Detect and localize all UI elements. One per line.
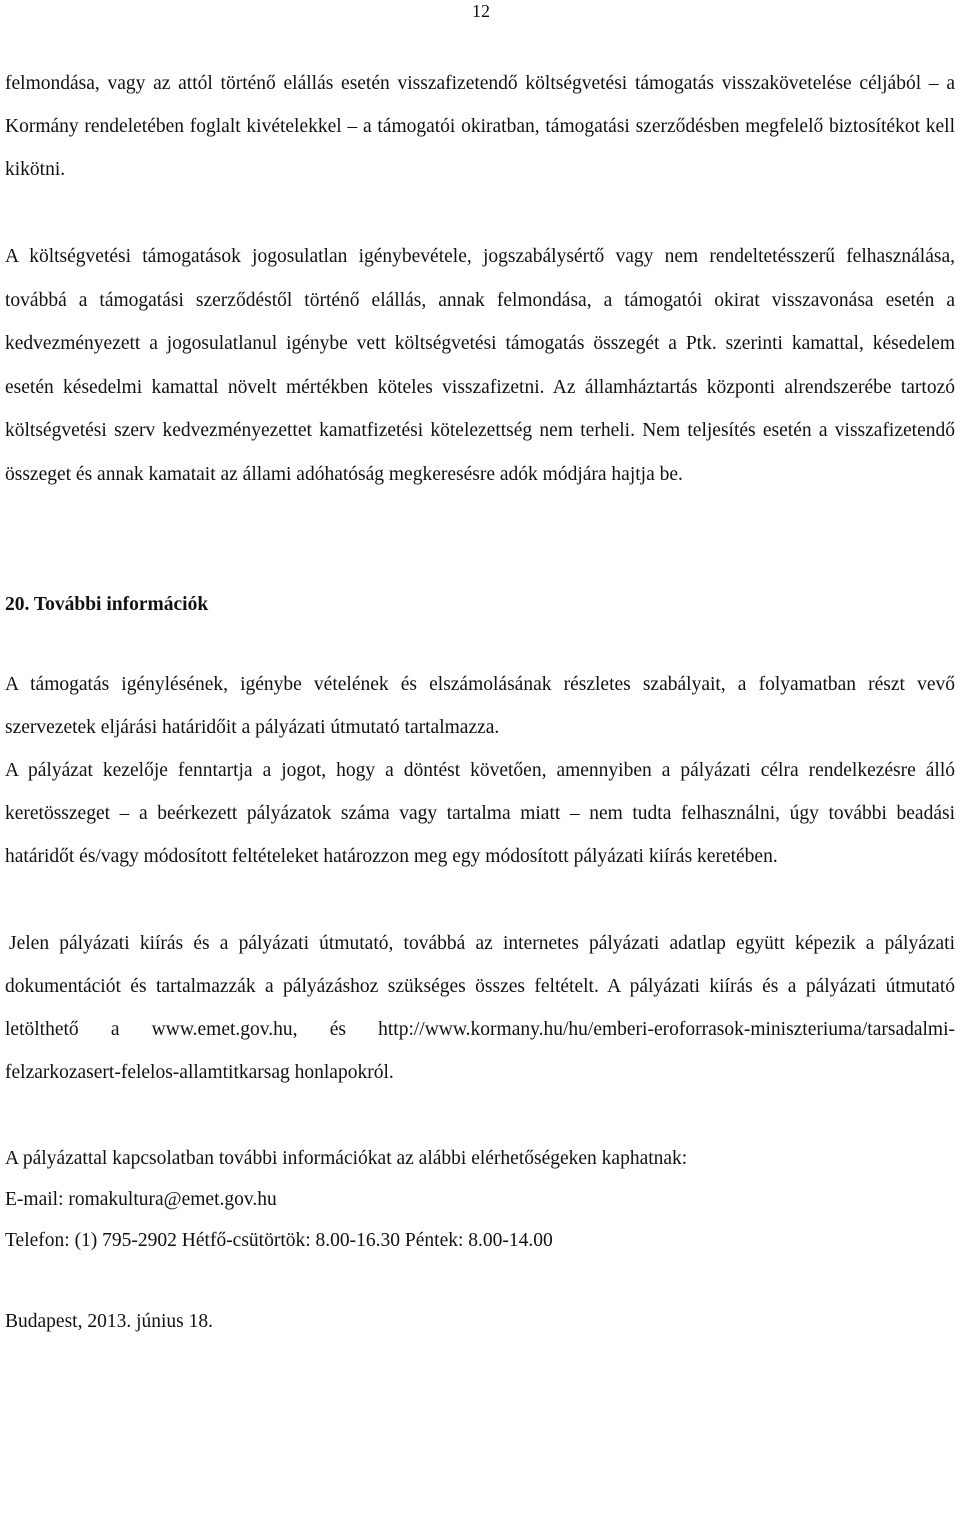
paragraph-refund-guarantee: felmondása, vagy az attól történő elállás esetén visszafizetendő költségvetési támogatás visszakövetelése céljából – a Kormány rendeletében foglalt kivételekkel – a támogatói okiratban, támogatási szerződésben megfelelő biztosítékot kell kikötni.	[5, 73, 955, 180]
document-body	[5, 62, 955, 1342]
contact-intro: A pályázattal kapcsolatban további információkat az alábbi elérhetőségeken kaphatnak:	[5, 1147, 688, 1169]
section-title: 20. További információk	[5, 593, 209, 615]
page-number: 12	[472, 1, 490, 21]
paragraph-detailed-rules: A támogatás igénylésének, igénybe vételének és elszámolásának részletes szabályait, a folyamatban részt vevő szervezetek eljárási határidőit a pályázati útmutató tartalmazza.	[5, 673, 955, 738]
spacer	[5, 497, 955, 583]
spacer	[5, 1261, 955, 1301]
spacer	[5, 1094, 955, 1138]
contact-phone: Telefon: (1) 795-2902 Hétfő-csütörtök: 8.00-16.30 Péntek: 8.00-14.00	[5, 1229, 553, 1251]
paragraph-unlawful-use: A költségvetési támogatások jogosulatlan igénybevétele, jogszabálysértő vagy nem rendeltetésszerű felhasználása, továbbá a támogatási szerződéstől történő elállás, annak felmondása, a támogatói okirat visszavonása esetén a kedvezményezett a jogosulatlanul igénybe vett költségvetési támogatás összegét a Ptk. szerinti kamattal, késedelem esetén késedelmi kamattal növelt mértékben köteles visszafizetni. Az államháztartás központi alrendszerébe tartozó költségvetési szerv kedvezményezettet kamatfizetési kötelezettség nem terheli. Nem teljesítés esetén a visszafizetendő összeget és annak kamatait az állami adóhatóság megkeresésre adók módjára hajtja be.	[5, 246, 955, 485]
paragraph-documentation: Jelen pályázati kiírás és a pályázati útmutató, továbbá az internetes pályázati adatlap együtt képezik a pályázati dokumentációt és tartalmazzák a pályázáshoz szükséges összes feltételt. A pályázati kiírás és a pályázati útmutató letölthető a www.emet.gov.hu, és http://www.kormany.hu/hu/emberi-eroforrasok-miniszteriuma/tarsadalmi-felzarkozasert-felelos-allamtitkarsag honlapokról.	[5, 932, 955, 1083]
place-date: Budapest, 2013. június 18.	[5, 1310, 213, 1332]
spacer	[5, 626, 955, 663]
paragraph-operator-rights: A pályázat kezelője fenntartja a jogot, hogy a döntést követően, amennyiben a pályázati célra rendelkezésre álló keretösszeget – a beérkezett pályázatok száma vagy tartalma miatt – nem tudta felhasználni, úgy további beadási határidőt és/vagy módosított feltételeket határozzon meg egy módosított pályázati kiírás keretében.	[5, 759, 955, 867]
spacer	[5, 878, 955, 922]
spacer	[5, 191, 955, 235]
contact-email: E-mail: romakultura@emet.gov.hu	[5, 1188, 277, 1210]
